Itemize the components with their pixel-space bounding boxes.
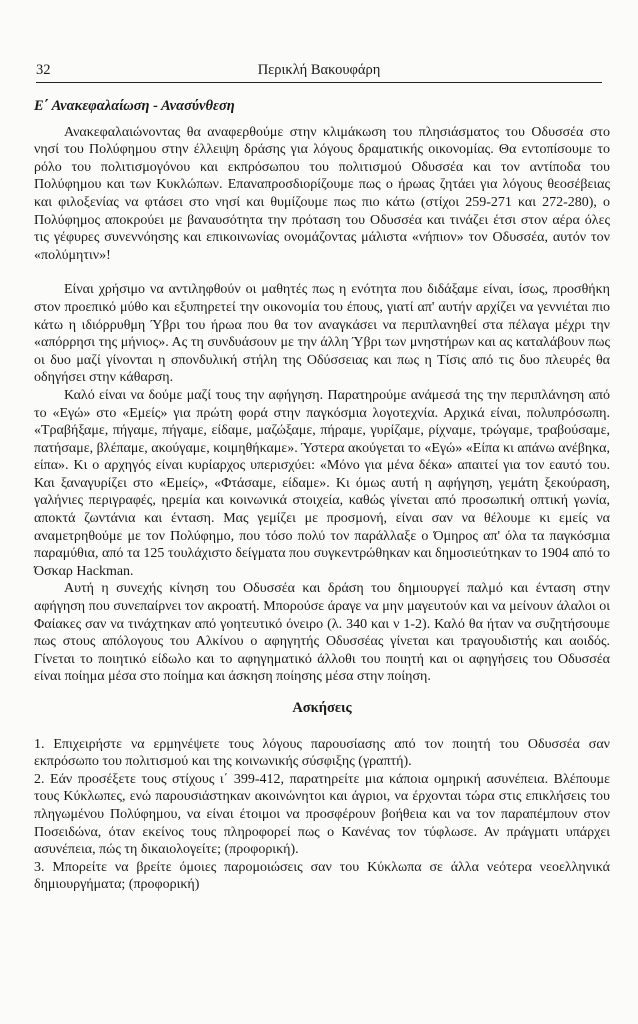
page-number: 32 — [36, 62, 51, 78]
exercise-item: 1. Επιχειρήστε να ερμηνέψετε τους λόγους παρουσίασης από τον ποιητή του Οδυσσέα σαν εκπρόσωπο του πολιτισμού και της κοινωνικής σύσφιξης (γραπτή). — [34, 736, 610, 770]
paragraph-recap: Ανακεφαλαιώνοντας θα αναφερθούμε στην κλιμάκωση του πλησιάσματος του Οδυσσέα στο νησί του Πολύφημου στην έλλειψη δράσης για λόγους δραματικής οικονομίας. Θα εντοπίσουμε το ρόλο του πολιτισμογόνου και εκπρόσωπου του πολιτισμού Οδυσσέα και τον αντίποδα του Πολύφημου και των Κυκλώπων. Επαναπροσδιορίζουμε πως ο ήρωας ζητάει για λόγους θεοσέβειας και φιλοξενίας να φτάσει στο νησί και θυμίζουμε πως πιο κάτω (στίχοι 259-271 και 272-280), ο Πολύφημος αποκρούει με βαναυσότητα την πρόταση του Οδυσσέα και τινάζει έτσι στον αέρα όλες τις γέφυρες συνεννόησης και επικοινωνίας ονομάζοντας μάλιστα «νήπιον» τον Οδυσσέα, αυτόν τον «πολύμητιν»! — [34, 124, 610, 263]
section-heading: Ε΄ Ανακεφαλαίωση - Ανασύνθεση — [34, 98, 235, 114]
exercises-heading: Ασκήσεις — [292, 700, 352, 716]
paragraph-hybris: Είναι χρήσιμο να αντιληφθούν οι μαθητές πως η ενότητα που διδάξαμε είναι, ίσως, προσθήκη στον προεπικό μύθο και εξυπηρετεί την οικονομία του έπους, γιατί απ' αυτήν αρχίζει να γεννιέται πιο κάτω η ιδιόρρυθμη Ύβρι του ήρωα που θα τον αναγκάσει να περιπλανηθεί στα πέλαγα μέχρι την «απόρρησι της μήνιος». Ας τη συνδυάσουν με την άλλη Ύβρι των μνηστήρων και ας καταλάβουν πως οι δυο μαζί γίνονται η σπονδυλική στήλη της Οδύσσειας και πως η Τίσις από τις δυο πλευρές θα οδηγήσει στην κάθαρση. — [34, 282, 610, 386]
paragraph-narration: Καλό είναι να δούμε μαζί τους την αφήγηση. Παρατηρούμε ανάμεσά της την περιπλάνηση από το «Εγώ» στο «Εμείς» για πρώτη φορά στην παγκόσμια λογοτεχνία. Αρχικά είναι, πολυπρόσωπη. «Τραβήξαμε, πήγαμε, πήγαμε, είδαμε, μαζώξαμε, πήραμε, γυρίζαμε, ρίχναμε, τρώγαμε, τραβούσαμε, πατήσαμε, βλέπαμε, ακούγαμε, κοιμηθήκαμε». Ύστερα ακούγεται το «Εγώ» «Είπα κι απάνω ανέβηκα, είπα». Κι ο αρχηγός είναι κυρίαρχος υπερισχύει: «Μόνο για μένα δέκα» απαιτεί για τον εαυτό του. Και ξαναγυρίζει στο «Εμείς», «Φτάσαμε, είδαμε». Κι όμως αυτή η αφήγηση, γεμάτη ξεκούραση, γαλήνιες περιγραφές, ηρεμία και κοινωνικά στοιχεία, καθώς γίνεται από προσωπική οπτική γωνία, αποκτά ζωντάνια και ένταση. Μας γεμίζει με προσμονή, είναι σαν να θέλουμε κι εμείς να αναμετρηθούμε με τον Πολύφημο, που τόσο πολύ τον παράλλαξε ο Όμηρος απ' όλα τα παγκόσμια παραμύθια, από τα 125 τουλάχιστο δείγματα που συγκεντρώθηκαν και δημοσιεύτηκαν το 1904 από το Όσκαρ Hackman. — [34, 387, 610, 579]
page-body — [34, 98, 610, 894]
running-header — [36, 62, 602, 83]
exercise-item: 2. Εάν προσέξετε τους στίχους ι΄ 399-412, παρατηρείτε μια κάποια ομηρική ασυνέπεια. Βλέπουμε τους Κύκλωπες, ενώ παρουσιάστηκαν ακοινώνητοι και άγριοι, να έρχονται τώρα στις επικλήσεις του πληγωμένου Πολύφημου, να είναι έτοιμοι να προσφέρουν βοήθεια και να τον παραπέμπουν στον Ποσειδώνα, όταν εκείνος τους πληροφορεί πως ο Κανένας τον τύφλωσε. Αν πράγματι υπάρχει ασυνέπεια, πώς τη δικαιολογείτε; (προφορική). — [34, 771, 610, 858]
paragraph-tension: Αυτή η συνεχής κίνηση του Οδυσσέα και δράση του δημιουργεί παλμό και ένταση στην αφήγηση που συνεπαίρνει τον ακροατή. Μπορούσε άραγε να μην μαγευτούν και να μείνουν άλαλοι οι Φαίακες σαν να τινάχτηκαν από γοητευτικό όνειρο (λ. 340 και ν 1-2). Καλό θα ήταν να συζητήσουμε πως στους απόλογους του Αλκίνου ο αφηγητής Οδυσσέας γίνεται και τραγουδιστής και αοιδός. Γίνεται το ποιητικό είδωλο και το αφηγηματικό άλλοθι του ποιητή και οι αφηγήσεις του Οδυσσέα είναι ποίημα μέσα στο ποίημα και άσκηση ποίησης μέσα στην ποίηση. — [34, 581, 610, 685]
exercise-item: 3. Μπορείτε να βρείτε όμοιες παρομοιώσεις σαν του Κύκλωπα σε άλλα νεότερα νεοελληνικά δημιουργήματα; (προφορική) — [34, 859, 610, 893]
running-head-author: Περικλή Βακουφάρη — [257, 62, 381, 78]
